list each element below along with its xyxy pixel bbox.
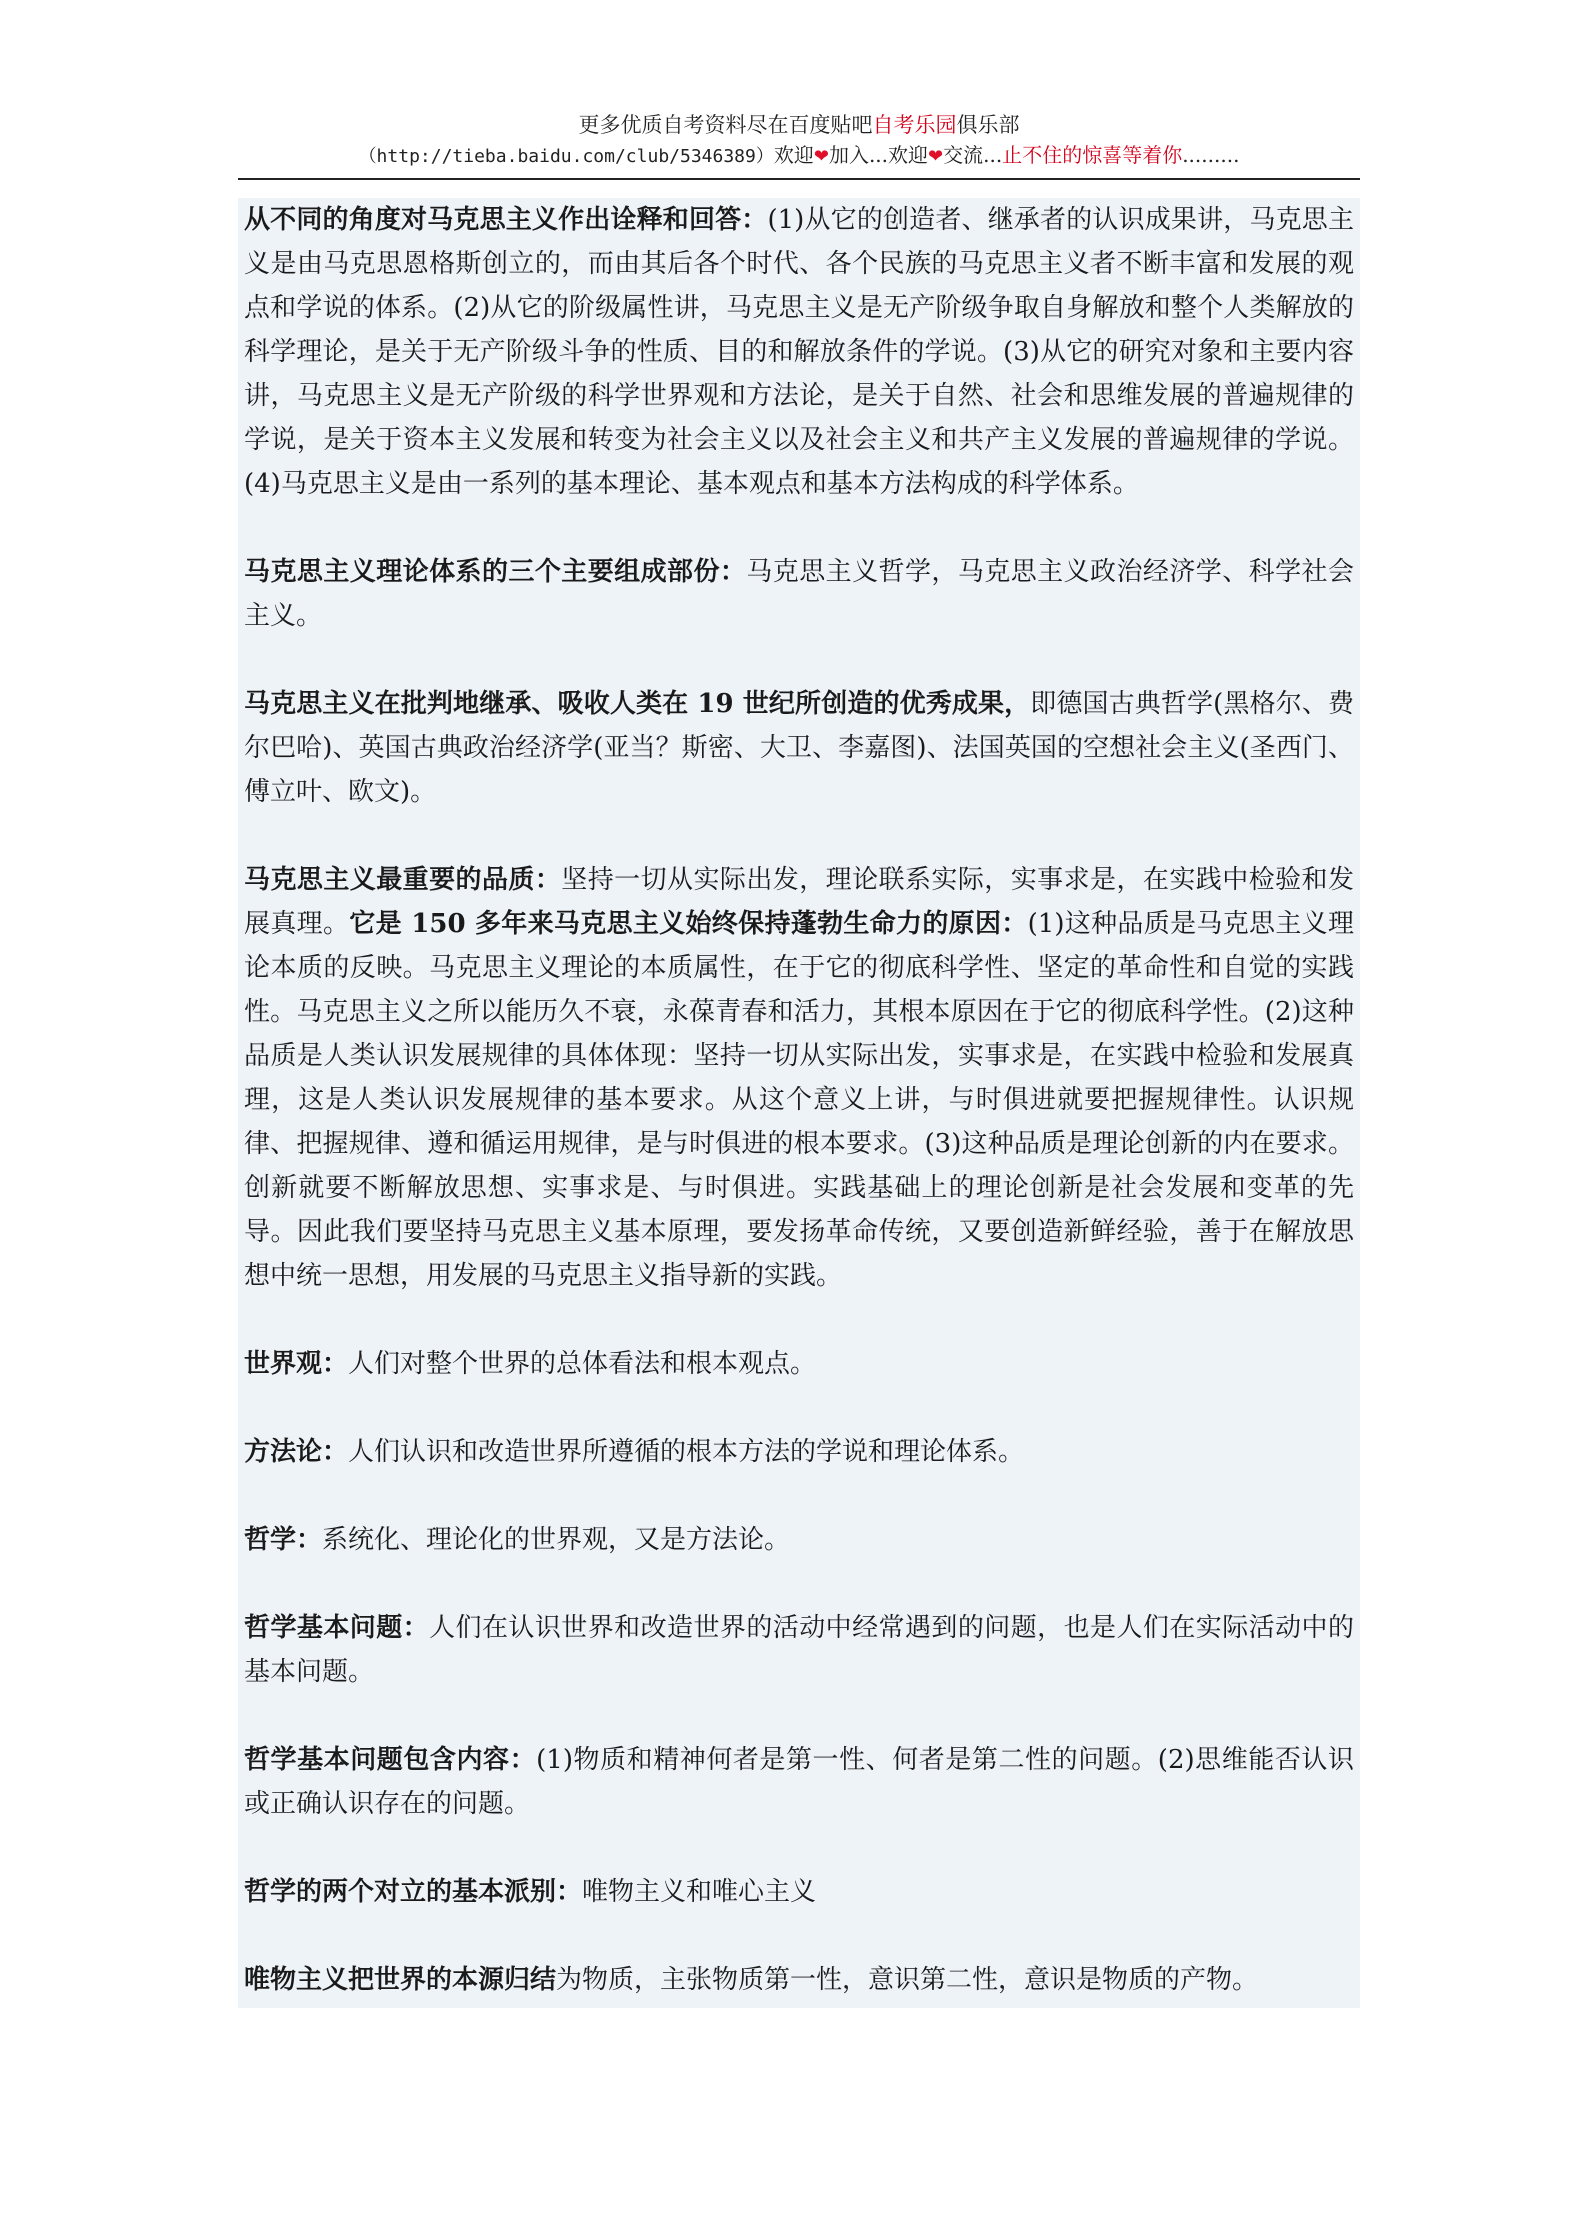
paragraph-gap bbox=[244, 1562, 1354, 1606]
paragraph-term: 唯物主义把世界的本源归结 bbox=[244, 1965, 557, 1995]
paragraph-materialism bbox=[244, 1958, 1354, 2002]
heart-icon: ❤ bbox=[813, 146, 829, 167]
paragraph-text: 人们认识和改造世界所遵循的根本方法的学说和理论体系。 bbox=[348, 1437, 1025, 1467]
paragraph-methodology bbox=[244, 1430, 1354, 1474]
paragraph-term: 哲学基本问题： bbox=[244, 1613, 430, 1643]
header-line-1 bbox=[238, 110, 1360, 140]
paragraph-gap bbox=[244, 638, 1354, 682]
header-text-suffix: 俱乐部 bbox=[956, 113, 1020, 137]
paragraph-gap bbox=[244, 1386, 1354, 1430]
paragraph-gap bbox=[244, 506, 1354, 550]
paragraph-text: 即德国古典哲学(黑格尔、费尔巴哈)、英国古典政治经济学(亚当？斯密、大卫、李嘉图)、法国英国的空想社会主义(圣西门、傅立叶、欧文)。 bbox=[244, 689, 1354, 807]
paragraph-quality bbox=[244, 858, 1354, 1298]
paragraph-term: 哲学基本问题包含内容： bbox=[244, 1745, 537, 1775]
paragraph-marxism-definition bbox=[244, 198, 1354, 506]
paragraph-gap bbox=[244, 1474, 1354, 1518]
paragraph-philosophy bbox=[244, 1518, 1354, 1562]
header-dots: ......... bbox=[1182, 143, 1240, 167]
header-line-2 bbox=[238, 140, 1360, 172]
header-url: （http://tieba.baidu.com/club/5346389） bbox=[358, 146, 774, 167]
paragraph-text: 人们对整个世界的总体看法和根本观点。 bbox=[348, 1349, 817, 1379]
paragraph-components bbox=[244, 550, 1354, 638]
paragraph-term: 世界观： bbox=[244, 1349, 349, 1379]
paragraph-origins bbox=[244, 682, 1354, 814]
heart-icon: ❤ bbox=[928, 146, 944, 167]
paragraph-gap bbox=[244, 1914, 1354, 1958]
page-header bbox=[238, 110, 1360, 172]
paragraph-text: 坚持一切从实际出发，理论联系实际，实事求是，在实践中检验和发展真理。 bbox=[244, 865, 1354, 939]
paragraph-text: 系统化、理论化的世界观，又是方法论。 bbox=[322, 1525, 791, 1555]
header-text: 更多优质自考资料尽在百度贴吧 bbox=[578, 113, 873, 137]
header-divider bbox=[238, 178, 1360, 180]
paragraph-text: (1)物质和精神何者是第一性、何者是第二性的问题。(2)思维能否认识或正确认识存在的问题。 bbox=[244, 1745, 1354, 1819]
header-welcome-2: 欢迎 bbox=[888, 143, 929, 167]
header-exchange: 交流... bbox=[943, 143, 1003, 167]
paragraph-gap bbox=[244, 1694, 1354, 1738]
header-surprise: 止不住的惊喜等着你 bbox=[1002, 143, 1183, 167]
paragraph-term: 马克思主义最重要的品质： bbox=[244, 865, 562, 895]
paragraph-term: 马克思主义在批判地继承、吸收人类在 19 世纪所创造的优秀成果， bbox=[244, 689, 1031, 719]
paragraph-worldview bbox=[244, 1342, 1354, 1386]
paragraph-text: 唯物主义和唯心主义 bbox=[582, 1877, 817, 1907]
paragraph-text: 人们在认识世界和改造世界的活动中经常遇到的问题，也是人们在实际活动中的基本问题。 bbox=[244, 1613, 1354, 1687]
paragraph-gap bbox=[244, 814, 1354, 858]
paragraph-term: 方法论： bbox=[244, 1437, 349, 1467]
paragraph-text: (1)从它的创造者、继承者的认识成果讲，马克思主义是由马克思恩格斯创立的，而由其后各个时代、各个民族的马克思主义者不断丰富和发展的观点和学说的体系。(2)从它的阶级属性讲，马克思主义是无产阶级争取自身解放和整个人类解放的科学理论，是关于无产阶级斗争的性质、目的和解放条件的学说。(3)从它的研究对象和主要内容讲，马克思主义是无产阶级的科学世界观和方法论，是关于自然、社会和思维发展的普遍规律的学说，是关于资本主义发展和转变为社会主义以及社会主义和共产主义发展的普遍规律的学说。(4)马克思主义是由一系列的基本理论、基本观点和基本方法构成的科学体系。 bbox=[244, 205, 1354, 499]
paragraph-gap bbox=[244, 1298, 1354, 1342]
paragraph-term: 马克思主义理论体系的三个主要组成部份： bbox=[244, 557, 747, 587]
paragraph-basic-question bbox=[244, 1606, 1354, 1694]
paragraph-text-2: (1)这种品质是马克思主义理论本质的反映。马克思主义理论的本质属性，在于它的彻底科学性、坚定的革命性和自觉的实践性。马克思主义之所以能历久不衰，永葆青春和活力，其根本原因在于它的彻底科学性。(2)这种品质是人类认识发展规律的具体体现：坚持一切从实际出发，实事求是，在实践中检验和发展真理，这是人类认识发展规律的基本要求。从这个意义上讲，与时俱进就要把握规律性。认识规律、把握规律、遵和循运用规律，是与时俱进的根本要求。(3)这种品质是理论创新的内在要求。创新就要不断解放思想、实事求是、与时俱进。实践基础上的理论创新是社会发展和变革的先导。因此我们要坚持马克思主义基本原理，要发扬革命传统，又要创造新鲜经验，善于在解放思想中统一思想，用发展的马克思主义指导新的实践。 bbox=[244, 909, 1354, 1291]
paragraph-term: 从不同的角度对马克思主义作出诠释和回答： bbox=[244, 205, 768, 235]
paragraph-gap bbox=[244, 1826, 1354, 1870]
header-join: 加入... bbox=[828, 143, 889, 167]
paragraph-term-2: 它是 150 多年来马克思主义始终保持蓬勃生命力的原因： bbox=[349, 909, 1028, 939]
paragraph-text: 马克思主义哲学，马克思主义政治经济学、科学社会主义。 bbox=[244, 557, 1354, 631]
paragraph-schools bbox=[244, 1870, 1354, 1914]
paragraph-question-contents bbox=[244, 1738, 1354, 1826]
paragraph-term: 哲学： bbox=[244, 1525, 323, 1555]
paragraph-term: 哲学的两个对立的基本派别： bbox=[244, 1877, 583, 1907]
paragraph-text: 为物质，主张物质第一性，意识第二性，意识是物质的产物。 bbox=[556, 1965, 1259, 1995]
header-welcome: 欢迎 bbox=[773, 143, 814, 167]
header-club-name: 自考乐园 bbox=[872, 113, 957, 137]
document-body bbox=[238, 198, 1360, 2008]
